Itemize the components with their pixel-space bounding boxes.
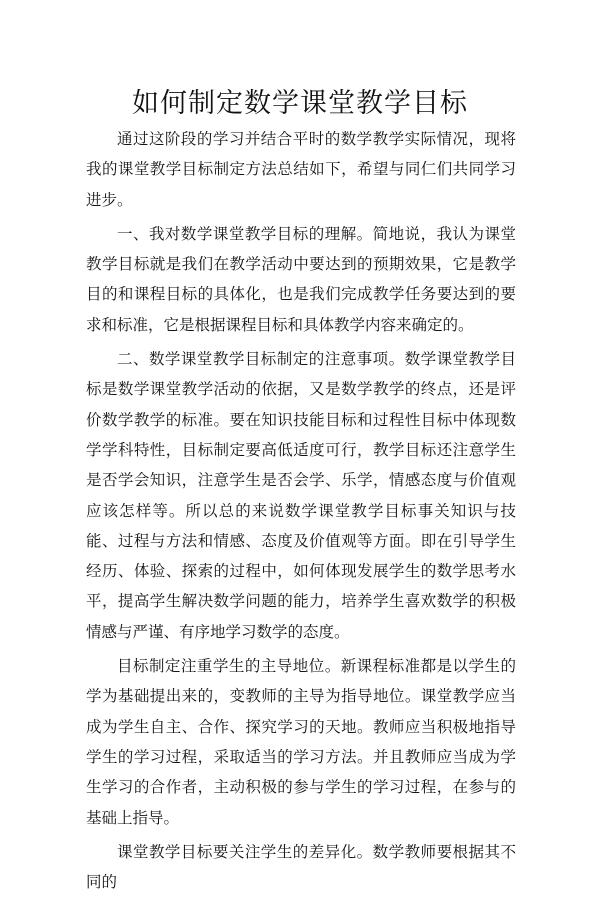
paragraph-differences: 课堂教学目标要关注学生的差异化。数学教师要根据其不同的 [86,842,516,892]
paragraph-student-role: 目标制定注重学生的主导地位。新课程标准都是以学生的学为基础提出来的，变教师的主导为指导地位。课堂教学应当成为学生自主、合作、探究学习的天地。教师应当积极地指导学生的学习过程，采取适当的学习方法。并且教师应当成为学生学习的合作者，主动积极的参与学生的学习过程，在参与的基础上指导。 [86,657,516,827]
paragraph-understanding: 一、我对数学课堂教学目标的理解。简地说，我认为课堂教学目标就是我们在教学活动中要达到的预期效果，它是教学目的和课程目标的具体化，也是我们完成教学任务要达到的要求和标准，它是根据课程目标和具体教学内容来确定的。 [86,224,516,334]
paragraph-considerations: 二、数学课堂教学目标制定的注意事项。数学课堂教学目标是数学课堂教学活动的依据，又是数学教学的终点，还是评价数学教学的标准。要在知识技能目标和过程性目标中体现数学学科特性，目标制定要高低适度可行，教学目标还注意学生是否学会知识，注意学生是否会学、乐学，情感态度与价值观应该怎样等。所以总的来说数学课堂教学目标事关知识与技能、过程与方法和情感、态度及价值观等方面。即在引导学生经历、体验、探索的过程中，如何体现发展学生的数学思考水平，提高学生解决数学问题的能力，培养学生喜欢数学的积极情感与严谨、有序地学习数学的态度。 [86,350,516,641]
paragraph-intro: 通过这阶段的学习并结合平时的数学教学实际情况，现将我的课堂教学目标制定方法总结如下，希望与同仁们共同学习进步。 [86,130,516,209]
page-title: 如何制定数学课堂教学目标 [132,88,468,119]
document-body [86,124,516,897]
